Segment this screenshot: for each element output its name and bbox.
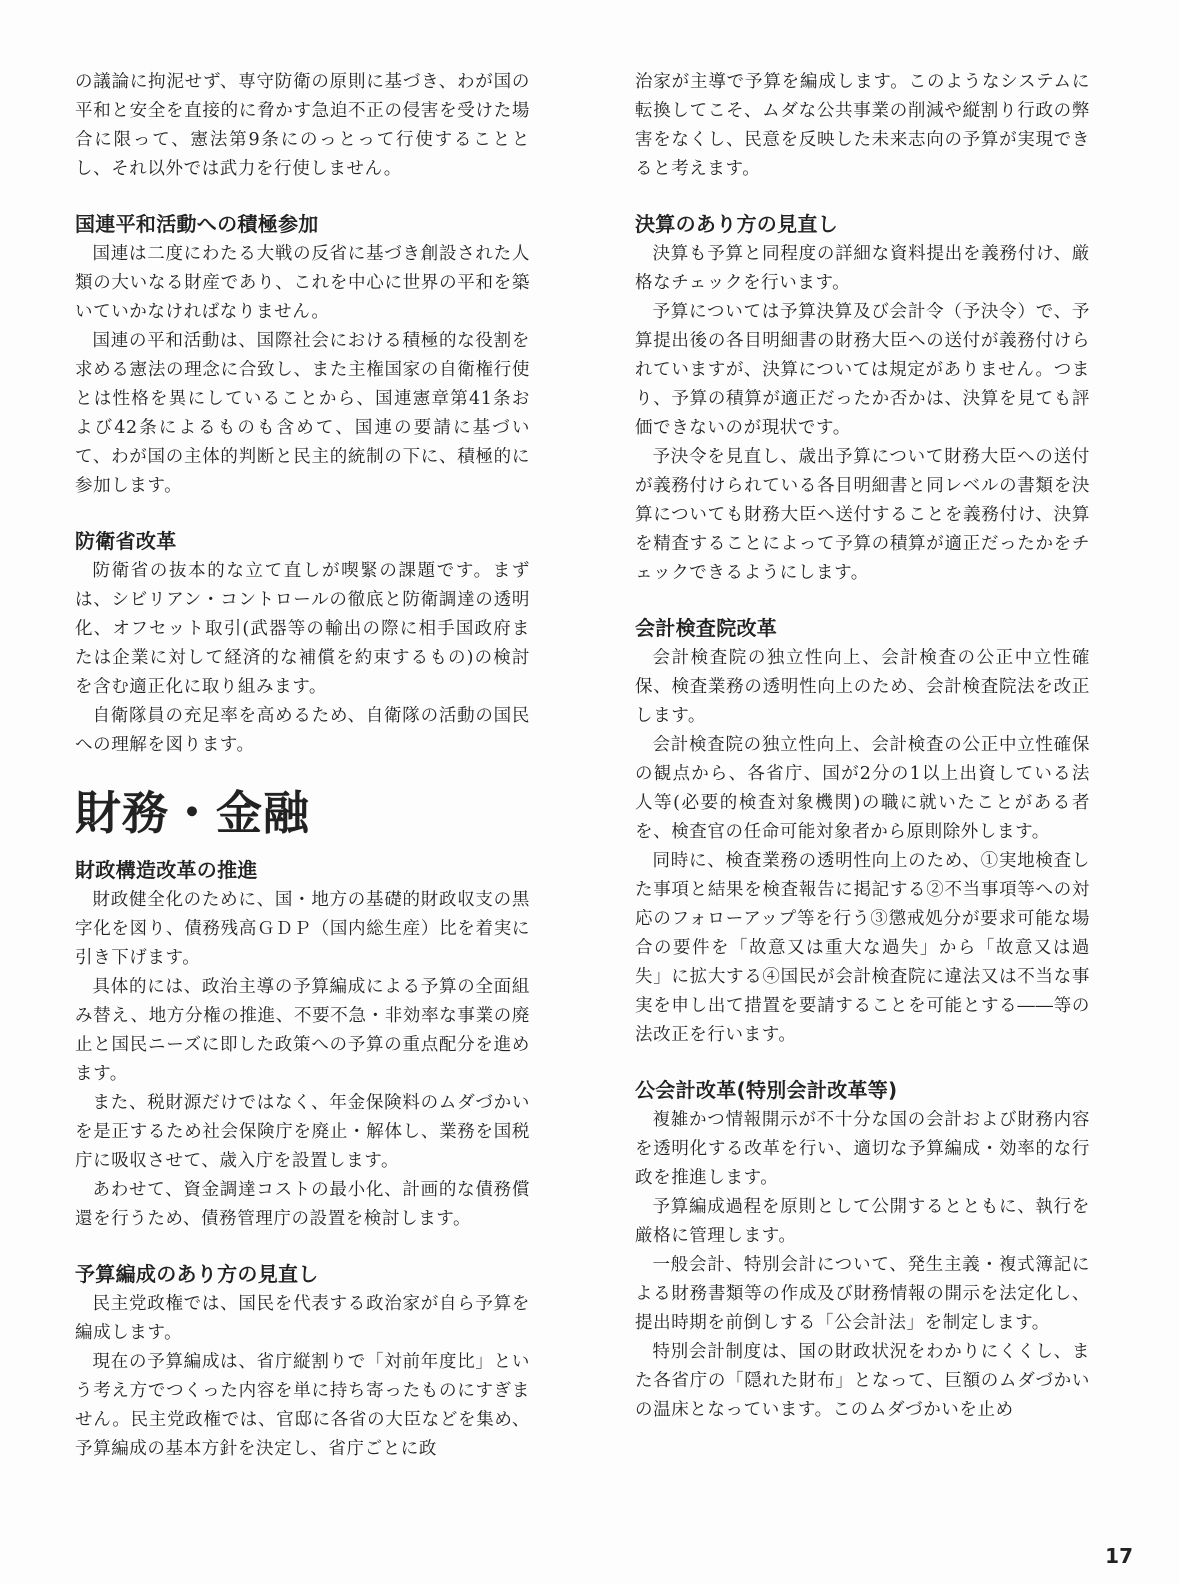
paragraph: 決算も予算と同程度の詳細な資料提出を義務付け、厳格なチェックを行います。 xyxy=(635,244,1090,293)
paragraph: 具体的には、政治主導の予算編成による予算の全面組み替え、地方分権の推進、不要不急・非効率な事業の廃止と国民ニーズに即した政策への予算の重点配分を進めます。 xyxy=(75,977,530,1084)
paragraph: 自衛隊員の充足率を高めるため、自衛隊の活動の国民への理解を図ります。 xyxy=(75,706,530,755)
paragraph: 会計検査院の独立性向上、会計検査の公正中立性確保の観点から、各省庁、国が2分の1以上出資している法人等(必要的検査対象機関)の職に就いたことがある者を、検査官の任命可能対象者から原則除外します。 xyxy=(635,735,1090,842)
heading-settlement-review: 決算のあり方の見直し xyxy=(635,212,838,236)
paragraph: 予算については予算決算及び会計令（予決令）で、予算提出後の各目明細書の財務大臣への送付が義務付けられていますが、決算については規定がありません。つまり、予算の積算が適正だったか否かは、決算を見ても評価できないのが現状です。 xyxy=(635,302,1090,438)
paragraph: 予決令を見直し、歳出予算について財務大臣への送付が義務付けられている各目明細書と同レベルの書類を決算についても財務大臣へ送付することを義務付け、決算を精査することによって予算の積算が適正だったかをチェックできるようにします。 xyxy=(635,447,1090,583)
left-column xyxy=(75,68,530,1464)
paragraph: 治家が主導で予算を編成します。このようなシステムに転換してこそ、ムダな公共事業の削減や縦割り行政の弊害をなくし、民意を反映した未来志向の予算が実現できると考えます。 xyxy=(635,72,1090,179)
section-title: 財務・金融 xyxy=(75,786,310,840)
heading-un-peace-activities: 国連平和活動への積極参加 xyxy=(75,212,319,236)
paragraph: 会計検査院の独立性向上、会計検査の公正中立性確保、検査業務の透明性向上のため、会計検査院法を改正します。 xyxy=(635,648,1090,726)
heading-defense-reform: 防衛省改革 xyxy=(75,529,177,553)
paragraph: 同時に、検査業務の透明性向上のため、①実地検査した事項と結果を検査報告に掲記する②不当事項等への対応のフォローアップ等を行う③懲戒処分が要求可能な場合の要件を「故意又は重大な過失」から「故意又は過失」に拡大する④国民が会計検査院に違法又は不当な事実を申し出て措置を要請することを可能とする――等の法改正を行います。 xyxy=(635,851,1090,1045)
paragraph: 一般会計、特別会計について、発生主義・複式簿記による財務書類等の作成及び財務情報の開示を法定化し、提出時期を前倒しする「公会計法」を制定します。 xyxy=(635,1255,1090,1333)
paragraph: 予算編成過程を原則として公開するとともに、執行を厳格に管理します。 xyxy=(635,1197,1090,1246)
paragraph: 国連は二度にわたる大戦の反省に基づき創設された人類の大いなる財産であり、これを中心に世界の平和を築いていかなければなりません。 xyxy=(75,244,530,322)
paragraph: 財政健全化のために、国・地方の基礎的財政収支の黒字化を図り、債務残高ＧＤＰ（国内総生産）比を着実に引き下げます。 xyxy=(75,890,530,968)
paragraph: 国連の平和活動は、国際社会における積極的な役割を求める憲法の理念に合致し、また主権国家の自衛権行使とは性格を異にしていることから、国連憲章第41条および42条によるものも含めて、国連の要請に基づいて、わが国の主体的判断と民主的統制の下に、積極的に参加します。 xyxy=(75,331,530,496)
right-column xyxy=(635,68,1090,1425)
paragraph: また、税財源だけではなく、年金保険料のムダづかいを是正するため社会保険庁を廃止・解体し、業務を国税庁に吸収させて、歳入庁を設置します。 xyxy=(75,1093,530,1171)
paragraph: あわせて、資金調達コストの最小化、計画的な債務償還を行うため、債務管理庁の設置を検討します。 xyxy=(75,1180,530,1229)
heading-fiscal-reform: 財政構造改革の推進 xyxy=(75,858,258,882)
paragraph: 現在の予算編成は、省庁縦割りで「対前年度比」という考え方でつくった内容を単に持ち寄ったものにすぎません。民主党政権では、官邸に各省の大臣などを集め、予算編成の基本方針を決定し、省庁ごとに政 xyxy=(75,1352,530,1459)
paragraph: の議論に拘泥せず、専守防衛の原則に基づき、わが国の平和と安全を直接的に脅かす急迫不正の侵害を受けた場合に限って、憲法第9条にのっとって行使することとし、それ以外では武力を行使しません。 xyxy=(75,72,530,179)
paragraph: 特別会計制度は、国の財政状況をわかりにくくし、また各省庁の「隠れた財布」となって、巨額のムダづかいの温床となっています。このムダづかいを止め xyxy=(635,1342,1090,1420)
paragraph: 防衛省の抜本的な立て直しが喫緊の課題です。まずは、シビリアン・コントロールの徹底と防衛調達の透明化、オフセット取引(武器等の輸出の際に相手国政府または企業に対して経済的な補償を約束するもの)の検討を含む適正化に取り組みます。 xyxy=(75,561,530,697)
heading-budget-review: 予算編成のあり方の見直し xyxy=(75,1262,319,1286)
paragraph: 複雑かつ情報開示が不十分な国の会計および財務内容を透明化する改革を行い、適切な予算編成・効率的な行政を推進します。 xyxy=(635,1110,1090,1188)
paragraph: 民主党政権では、国民を代表する政治家が自ら予算を編成します。 xyxy=(75,1294,530,1343)
heading-audit-reform: 会計検査院改革 xyxy=(635,616,778,640)
heading-public-accounting-reform: 公会計改革(特別会計改革等) xyxy=(635,1078,898,1102)
page-number: 17 xyxy=(1105,1544,1133,1568)
